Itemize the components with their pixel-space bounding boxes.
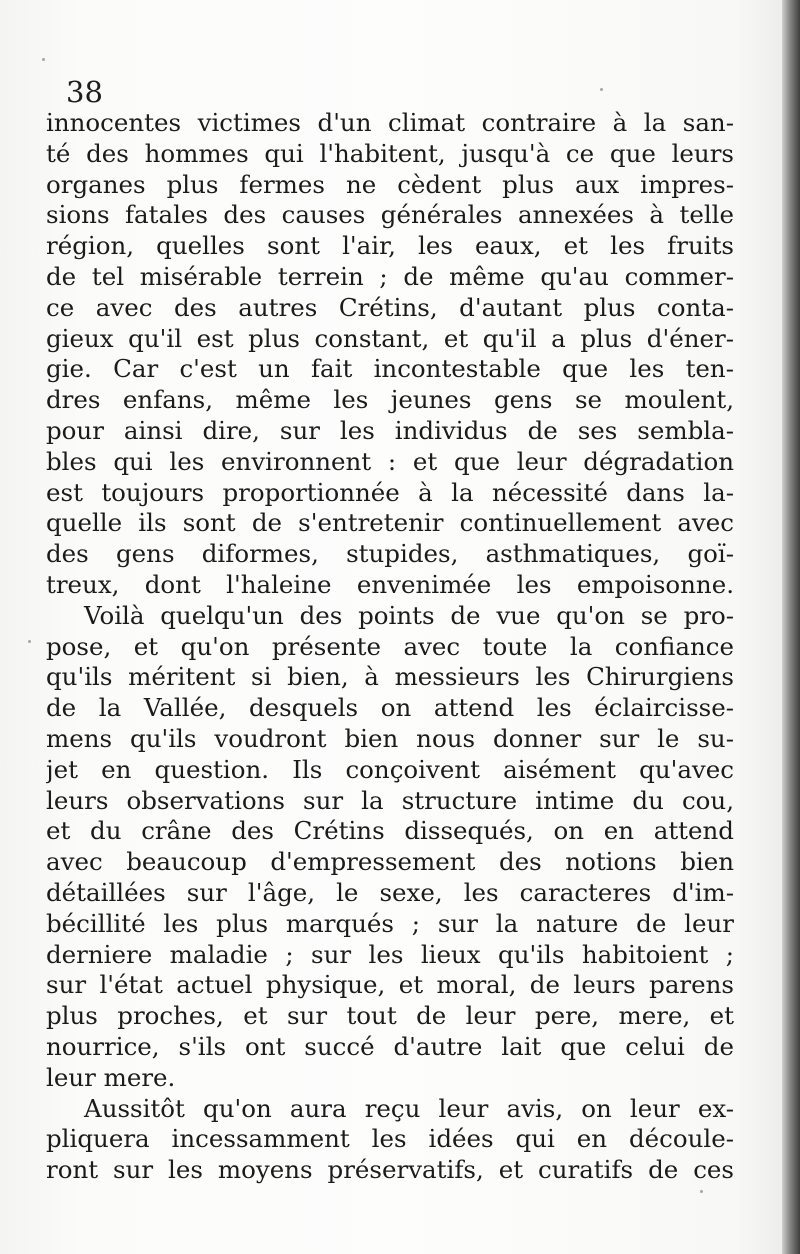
text-line: détaillées sur l'âge, le sexe, les caracteres d'im-	[46, 877, 734, 907]
text-line: innocentes victimes d'un climat contraire à la san-	[46, 108, 734, 137]
text-line: de tel misérable terrein ; de même qu'au commer-	[46, 261, 734, 291]
text-line: derniere maladie ; sur les lieux qu'ils habitoient ;	[46, 939, 734, 969]
text-line-paragraph-start: Voilà quelqu'un des points de vue qu'on se pro-	[84, 600, 734, 630]
text-line: gieux qu'il est plus constant, et qu'il a plus d'éner-	[46, 323, 734, 353]
text-line: gie. Car c'est un fait incontestable que les ten-	[46, 354, 734, 384]
text-line: pose, et qu'on présente avec toute la confiance	[46, 631, 734, 661]
paper-speck	[700, 1190, 703, 1193]
text-line: qu'ils méritent si bien, à messieurs les Chirurgiens	[46, 662, 734, 692]
body-text	[46, 108, 734, 1186]
paper-speck	[600, 88, 603, 91]
text-line: dres enfans, même les jeunes gens se moulent,	[46, 385, 734, 415]
text-line: quelle ils sont de s'entretenir continuellement avec	[46, 508, 734, 538]
text-line: sur l'état actuel physique, et moral, de leurs parens	[46, 970, 734, 1000]
text-line: nourrice, s'ils ont succé d'autre lait que celui de	[46, 1031, 734, 1061]
text-line: sions fatales des causes générales annexées à telle	[46, 200, 734, 230]
text-line: ce avec des autres Crétins, d'autant plus conta-	[46, 292, 734, 322]
text-line: té des hommes qui l'habitent, jusqu'à ce que leurs	[46, 138, 734, 168]
text-line: et du crâne des Crétins dissequés, on en attend	[46, 816, 734, 846]
text-line: pliquera incessamment les idées qui en découle-	[46, 1124, 734, 1154]
text-line: mens qu'ils voudront bien nous donner sur le su-	[46, 723, 734, 753]
text-line: leurs observations sur la structure intime du cou,	[46, 785, 734, 815]
text-line: est toujours proportionnée à la nécessité dans la-	[46, 477, 734, 507]
page-number: 38	[66, 75, 103, 109]
paper-speck	[28, 640, 31, 643]
text-line: région, quelles sont l'air, les eaux, et les fruits	[46, 231, 734, 261]
text-line-paragraph-start: Aussitôt qu'on aura reçu leur avis, on leur ex-	[84, 1093, 734, 1123]
text-line: plus proches, et sur tout de leur pere, mere, et	[46, 1001, 734, 1031]
text-line-paragraph-end: leur mere.	[46, 1062, 176, 1092]
text-line: pour ainsi dire, sur les individus de ses sembla-	[46, 415, 734, 445]
paper-speck	[42, 58, 45, 61]
text-line: organes plus fermes ne cèdent plus aux impres-	[46, 169, 734, 199]
text-line: bles qui les environnent : et que leur dégradation	[46, 446, 734, 476]
page-gutter-shadow	[782, 0, 800, 1254]
text-line: de la Vallée, desquels on attend les éclaircisse-	[46, 693, 734, 723]
text-line: treux, dont l'haleine envenimée les empoisonne.	[46, 569, 734, 599]
text-line: ront sur les moyens préservatifs, et curatifs de ces	[46, 1155, 734, 1185]
text-line: jet en question. Ils conçoivent aisément qu'avec	[46, 754, 734, 784]
text-line: des gens diformes, stupides, asthmatiques, goï-	[46, 539, 734, 569]
text-line: avec beaucoup d'empressement des notions bien	[46, 847, 734, 877]
text-line: bécillité les plus marqués ; sur la nature de leur	[46, 908, 734, 938]
